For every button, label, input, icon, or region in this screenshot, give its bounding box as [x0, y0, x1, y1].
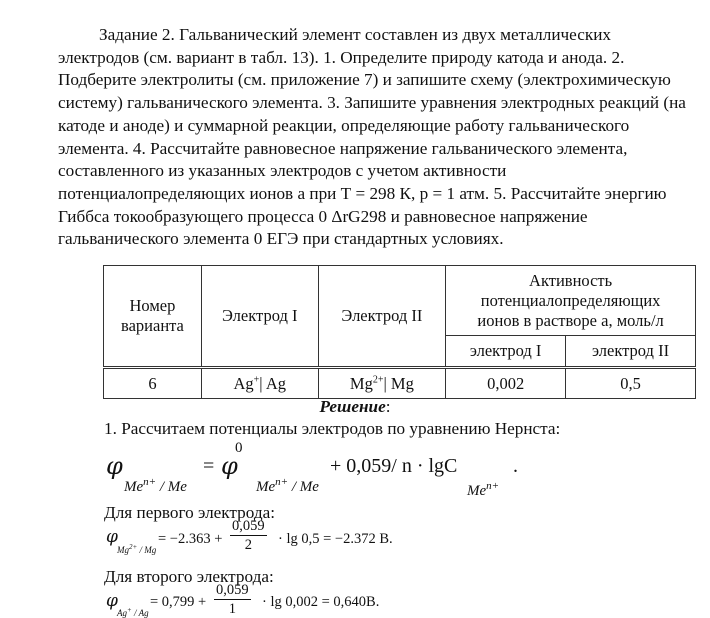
first-rhs: · lg 0,5 = −2.372 B.: [278, 531, 393, 547]
electrode2-ion-charge: 2+: [372, 374, 384, 385]
nernst-c-sub: [467, 480, 499, 500]
table-header-row: [104, 266, 696, 336]
nernst-sub-rhs: [256, 476, 319, 496]
second-lhs: = 0,799 +: [150, 594, 207, 610]
second-electrode-label: Для второго электрода:: [104, 567, 274, 586]
header-activity: Активность потенциалопределяющих ионов в растворе a, моль/л: [446, 266, 696, 336]
table-row: [104, 368, 696, 399]
solution-heading-text: Решение: [319, 397, 386, 416]
header-electrode2: Электрод II: [318, 266, 446, 368]
electrode1-ion: Ag: [233, 373, 254, 393]
cell-electrode2: [318, 368, 446, 399]
solution-heading-colon: :: [385, 397, 391, 416]
first-electrode-label: Для первого электрода:: [104, 503, 275, 522]
subheader-electrode2: электрод II: [566, 336, 696, 368]
first-fraction-den: 2: [244, 536, 252, 553]
first-phi-sub-ion: Mg: [117, 545, 129, 555]
nernst-zero: 0: [235, 440, 243, 456]
nernst-dot: .: [513, 455, 518, 477]
header-variant: Номер варианта: [104, 266, 202, 368]
nernst-sub-lhs: [124, 476, 187, 496]
second-phi-sub-tail: / Ag: [133, 608, 149, 618]
second-fraction-den: 1: [228, 600, 236, 617]
task-text: [58, 24, 688, 251]
second-phi: φ: [106, 591, 118, 611]
electrode1-ion-charge: +: [253, 374, 260, 385]
second-phi-sub-ion: Ag: [117, 608, 127, 618]
first-phi-sub: [117, 543, 156, 555]
first-phi-sub-tail: / Mg: [139, 545, 157, 555]
cell-electrode1: [201, 368, 318, 399]
cell-activity2: 0,5: [566, 368, 696, 399]
electrode1-metal: | Ag: [259, 373, 286, 393]
header-electrode1: Электрод I: [201, 266, 318, 368]
solution-heading: [0, 397, 710, 417]
first-phi-sub-charge: 2+: [129, 543, 138, 551]
second-phi-sub: [117, 606, 149, 618]
nernst-sub-rhs-me: Me: [256, 479, 276, 495]
cell-variant: 6: [104, 368, 202, 399]
nernst-sub-lhs-tail: / Me: [156, 479, 187, 495]
variant-table: [103, 265, 696, 399]
first-fraction-num: 0,059: [232, 518, 265, 534]
nernst-phi-lhs: φ: [106, 452, 123, 480]
task-body: Задание 2. Гальванический элемент составлен из двух металлических электродов (см. вариант в табл. 13). 1. Определите природу катода и анода. 2. Подберите электролиты (см. приложение 7) и запишите схему (электрохимическую систему) гальванического элемента. 3. Запишите уравнения электродных реакций (на катоде и аноде) и суммарной реакции, определяющие работу гальванического элемента. 4. Рассчитайте равновесное напряжение гальванического элемента, составленного из указанных электродов с учетом активности потенциалопределяющих ионов а при Т = 298 К, р = 1 атм. 5. Рассчитайте энергию Гиббса токообразующего процесса 0 ΔrG298 и равновесное напряжение гальванического элемента 0 ЕГЭ при стандартных условиях.: [58, 25, 686, 249]
second-fraction: [214, 583, 251, 616]
nernst-equals: =: [203, 455, 215, 477]
nernst-c-sub-me: Me: [467, 483, 487, 499]
nernst-phi-rhs: φ: [221, 452, 238, 480]
nernst-c-sub-sup: n+: [486, 480, 500, 492]
nernst-sub-rhs-sup: n+: [275, 476, 289, 488]
subheader-electrode1: электрод I: [446, 336, 566, 368]
second-fraction-num: 0,059: [216, 582, 249, 598]
second-rhs: · lg 0,002 = 0,640B.: [262, 594, 380, 610]
first-fraction: [230, 519, 267, 552]
second-phi-sub-charge: +: [127, 606, 132, 614]
step1-text: 1. Рассчитаем потенциалы электродов по уравнению Нернста:: [104, 419, 561, 438]
nernst-plus-term: + 0,059/ n · lgC: [330, 455, 458, 477]
electrode2-metal: | Mg: [383, 373, 414, 393]
nernst-sub-rhs-tail: / Me: [288, 479, 319, 495]
first-lhs: = −2.363 +: [158, 531, 223, 547]
first-phi: φ: [106, 527, 118, 547]
cell-activity1: 0,002: [446, 368, 566, 399]
nernst-sub-lhs-sup: n+: [143, 476, 157, 488]
electrode2-ion: Mg: [349, 373, 373, 393]
nernst-sub-lhs-me: Me: [124, 479, 144, 495]
